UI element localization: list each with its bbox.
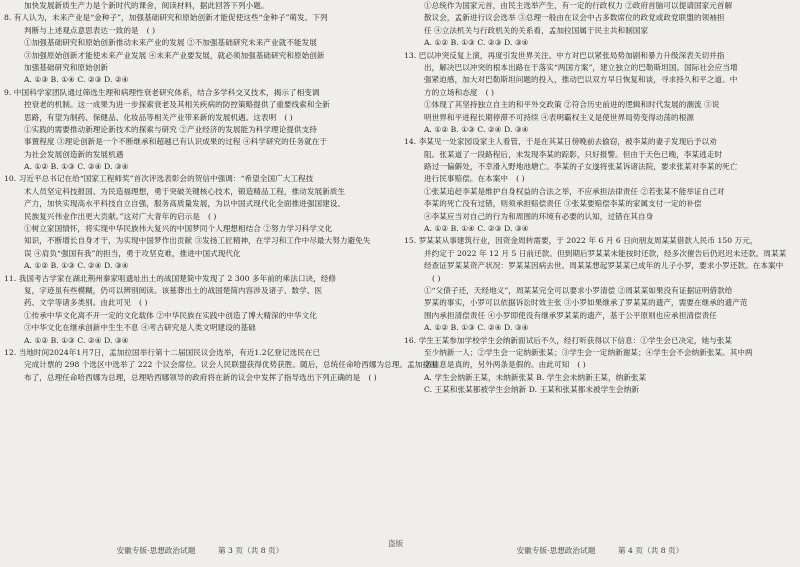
text-line	[4, 297, 396, 309]
text-line-content: 术人员坚定科技报国、为民造福理想，勇于突破关键核心技术，锻造精品工程，推动发展新质生	[24, 186, 346, 196]
text-line-content: 路过一偏僻处，不幸滑入野地池塘亡。李某的子女遂将张某诉诸法院，要求张某对李某的死亡	[424, 162, 738, 172]
text-line-content: A. 学生会纳新王某，未纳新张某 B. 学生会未纳新王某，纳新张某	[424, 372, 647, 382]
text-line-content: 完成计票的 298 个选区中选举了 222 个议会席位。议会人民联盟获得优势获胜。随后，总统任命哈西娜为总理。孟加拉国	[24, 360, 438, 370]
right-page-text	[404, 0, 796, 397]
answer-blank: ( )	[368, 372, 377, 382]
text-line-content: 阻。张某道了一段路程后，未发现李某的踪影，只好报警。但由于天色已晚，李某逃走时	[424, 149, 723, 159]
text-line	[404, 372, 796, 384]
text-line	[4, 211, 396, 223]
text-line-content: C. 王某和张某都被学生会纳新 D. 王某和张某都未被学生会纳新	[424, 385, 639, 395]
text-line-content: A. ①② B. ①③ C. ②④ D. ③④	[424, 323, 529, 333]
text-line	[404, 173, 796, 185]
text-line	[404, 186, 796, 198]
text-line	[4, 310, 396, 322]
text-line	[404, 99, 796, 111]
text-line	[4, 50, 396, 62]
text-line	[404, 235, 796, 247]
text-line	[404, 297, 796, 309]
text-line-content: A. ①② B. ①③ C. ②③ D. ③④	[424, 38, 529, 48]
text-line-content: 李某的死亡没有过错，则须承担赔偿责任 ③张某要赔偿李某的家属支付一定的补偿	[424, 199, 702, 209]
text-line-content: 判断与上述观点意思表达一致的是	[24, 25, 139, 35]
answer-blank: ( )	[485, 87, 495, 97]
text-line-content: 任 ④立法机关与行政机关的关系看，孟加拉国属于民主共和制国家	[424, 25, 649, 35]
text-line-content: A. ①② B. ①③ C. ②④ D. ③④	[24, 261, 129, 271]
text-line	[4, 186, 396, 198]
answer-blank: ( )	[284, 112, 293, 122]
text-line	[404, 25, 796, 37]
text-line-content: A. ①② B. ①③ C. ②④ D. ③④	[24, 335, 129, 345]
text-line-content: 15. 罗某某从事建筑行业，因资金周转需要，于 2022 年 6 月 6 日向朋友周某某借款人民币 150 万元，	[404, 236, 758, 246]
text-line	[4, 62, 396, 74]
left-footer-page-number: 第 3 页（共 8 页）	[217, 545, 284, 555]
text-line-content: 散议会，孟新进行议会选举 ③总理一般由在议会中占多数席位的政党或政党联盟的领袖担	[424, 13, 725, 23]
text-line	[404, 124, 796, 136]
text-line	[404, 50, 796, 62]
text-line-content: ①树立家国情怀，将实现中华民族伟大复兴的中国梦同个人理想相结合 ②努力学习科学文化	[24, 224, 333, 234]
text-line-content: A. ①② B. ①③ C. ②④ D. ③④	[24, 162, 129, 172]
text-line	[404, 136, 796, 148]
text-line-content: 强紧迫感，加大对巴勒斯坦问题的投入，推动巴以双方早日恢复和谈，寻求持久和平之道。中	[424, 75, 738, 85]
text-line-content: 并约定于 2022 年 12 月 5 日前还款。但到期后罗某某未能按时还款，经多次催告后仍迟迟未还款。周某某	[424, 248, 787, 258]
center-watermark: 盗版	[388, 539, 404, 548]
answer-blank: ( )	[139, 298, 148, 308]
text-line-content: 控衰老的机制。这一成果为进一步探索衰老及其相关疾病的防控策略提供了重要线索和全新	[24, 100, 330, 110]
text-line-content: 产力，加快实现高水平科技自立自强，服务高质量发展，为以中国式现代化全面推进强国建设、	[24, 199, 346, 209]
text-line	[404, 310, 796, 322]
text-line-content: 布了，总理任命哈西娜为总理，总理哈西娜领导的政府将在新的议会中发挥了指导选出下列正确的是	[24, 372, 361, 382]
text-line-content: 方的立场和态度	[424, 87, 478, 97]
text-line	[4, 273, 396, 285]
text-line	[4, 322, 396, 334]
right-page	[404, 0, 796, 567]
text-line	[4, 12, 396, 24]
text-line	[404, 260, 796, 272]
text-line-content: 加强基础研究和原始创新	[24, 62, 109, 72]
text-line	[404, 322, 796, 334]
text-line	[4, 173, 396, 185]
text-line	[4, 235, 396, 247]
text-line-content: 9. 中国科学家团队通过筛选生理和病理性衰老研究体系，结合多学科交叉技术，揭示了相变调	[4, 87, 320, 97]
text-line-content: 药、文学等诸多类别。由此可见	[24, 298, 132, 308]
text-line-content: ①张某追赶李某是维护自身权益的合法之举，不应承担法律责任 ②若张某不能举证自己对	[424, 186, 725, 196]
text-line	[404, 12, 796, 24]
text-line	[4, 335, 396, 347]
left-footer-title: 安徽专版·思想政治试题	[116, 545, 196, 555]
text-line	[4, 198, 396, 210]
text-line	[404, 112, 796, 124]
text-line-content: 加快发展新质生产力是个新时代的课舍，阅读材料，据此回答下列小题。	[24, 1, 269, 10]
text-line-content: 进行民事赔偿。在本案中	[424, 174, 509, 184]
text-line	[4, 25, 396, 37]
text-line-content: ③加强原始创新才能使未来产业发展 ④未来产业要发展，就必须加强基础研究和原始创新	[24, 50, 325, 60]
text-line-content: 16. 学生王某参加学校学生会纳新面试后不久，经打听获得以下信息：①学生会已决定，她与张某	[404, 335, 733, 345]
text-line-content: 至少纳新一人；②学生会一定纳新张某；③学生会一定纳新谢某；④学生会不会纳新张某。其中两	[424, 347, 753, 357]
text-line	[404, 0, 796, 12]
text-line-content: 误 ④肩负“强国有我”的担当，勇于攻坚克难，推进中国式现代化	[24, 248, 241, 258]
text-line	[4, 87, 396, 99]
text-line	[404, 273, 796, 285]
text-line-content: 明世界和平进程长期停滞不可持续 ④表明霸权主义是使世界局势变得动荡的根源	[424, 112, 694, 122]
text-line	[404, 335, 796, 347]
text-line-content: 复，字迹虽有些模糊，仍可以辨别阅读。该墓葬出土的战国楚简内容涉及诸子、数学、医	[24, 285, 323, 295]
text-line	[404, 285, 796, 297]
text-line-content: 12. 当地时间2024年1月7日，孟加拉国举行第十二届国民议会选举，有近1.2亿登记选民在已	[4, 347, 321, 357]
text-line-content: ③中华文化在继承创新中生生不息 ④考古研究是人类文明建设的基础	[24, 323, 256, 333]
text-line	[4, 37, 396, 49]
answer-blank: ( )	[432, 273, 441, 283]
text-line-content: 11. 我国考古学家在湖北荆州秦家咀遗址出土的战国楚简中发现了 2 300 多年前的乘法口诀，经修	[4, 273, 337, 283]
text-line	[4, 223, 396, 235]
text-line	[4, 359, 438, 371]
text-line-content: 罗某的事实，小罗可以依据诉讼时效主张 ③小罗如果继承了罗某某的遗产，需要在继承的遗产范	[424, 298, 748, 308]
text-line-content: 14. 李某见一处家园设家主人看管，于是在其某日傍晚前去偷窃，被李某的妻子发现后予以劝	[404, 137, 717, 147]
text-line	[404, 87, 796, 99]
answer-blank: ( )	[207, 211, 217, 221]
text-line	[4, 99, 396, 111]
text-line-content: 10. 习近平总书记在给“国家工程师奖”首次评选表彰会的贺信中强调：“希望全国广大工程技	[4, 174, 314, 184]
text-line-content: ①实践的需要推动新理论新技术的探索与研究 ②产业经济的发展能为科学理论提供支持	[24, 124, 317, 134]
left-page-footer	[4, 545, 396, 557]
text-line	[4, 136, 396, 148]
text-line	[404, 149, 796, 161]
text-line	[4, 161, 396, 173]
answer-blank: ( )	[577, 360, 586, 370]
text-line	[4, 285, 396, 297]
text-line	[404, 359, 796, 371]
text-line	[404, 62, 796, 74]
text-line-content: A. ①② B. ①④ C. ②③ D. ③④	[424, 224, 529, 234]
text-line	[4, 0, 396, 12]
text-line-content: ④李某应当对自己的行为和周围的环境有必要的认知，过错在其自身	[424, 211, 654, 221]
text-line	[4, 74, 396, 86]
text-line-content: 事置程度 ③理论创新是一个不断继承和超越已有认识成果的过程 ④科学研究的任务就在于	[24, 137, 328, 147]
text-line-content: 围内承担清偿责任 ④小罗即使没有继承罗某某的遗产，基于公平原则也应承担清偿责任	[424, 310, 717, 320]
text-line-content: 思路，有望为制药、保健品、化妆品等相关产业带来新的发展机遇。这表明	[24, 112, 277, 122]
right-footer-page-number: 第 4 页（共 8 页）	[617, 545, 684, 555]
text-line-content: 13. 巴以冲突反复上演，再度引发世界关注。中方对巴以紧张局势加剧和暴力升级深表关切并指	[404, 50, 725, 60]
answer-blank: ( )	[516, 174, 525, 184]
text-line-content: 经查证罗某某资产状况：罗某某因病去世。周某某想起罗某某已成年的儿子小罗，要求小罗还款。在本案中	[424, 261, 784, 271]
text-line	[4, 112, 396, 124]
text-line-content: 8. 有人认为，未来产业是“金种子”，加强基础研究和原始创新才能促使这些“金种子”萌发。下列	[4, 13, 328, 23]
text-line-content: ①体现了其坚持独立自主的和平外交政策 ②符合历史前进的逻辑和时代发展的潮流 ③说	[424, 100, 720, 110]
text-line	[4, 260, 396, 272]
text-line	[404, 223, 796, 235]
answer-blank: ( )	[146, 25, 156, 35]
text-line-content: 知识，不断增长自身才干，为实现中国梦作出贡献 ③发扬工匠精神，在学习和工作中尽最大努力避免失	[24, 236, 371, 246]
text-line	[404, 161, 796, 173]
text-line-content: 民族复兴伟业作出更大贡献。”这对广大青年的启示是	[24, 211, 200, 221]
text-line-content: A. ①③ B. ①④ C. ②③ D. ②④	[24, 75, 129, 85]
right-page-footer	[404, 545, 796, 557]
right-footer-title: 安徽专版·思想政治试题	[516, 545, 596, 555]
text-line	[4, 347, 396, 359]
text-line-content: ①“父债子还，天经地义”，周某某完全可以要求小罗清偿 ②周某某如果没有证据证明借款给	[424, 285, 733, 295]
text-line	[4, 248, 396, 260]
text-line	[404, 198, 796, 210]
text-line-content: ①加强基础研究和原始创新推动未来产业的发展 ②不加强基础研究未来产业就不能发展	[24, 38, 317, 48]
left-page-text	[4, 0, 438, 384]
text-line	[404, 347, 796, 359]
text-line	[404, 74, 796, 86]
text-line-content: 为社会发展创造新的发展机遇	[24, 149, 124, 159]
text-line	[404, 248, 796, 260]
text-line-content: ①总统作为国家元首，由民主选举产生，有一定的行政权力 ②政府首脑可以提请国家元首解	[424, 1, 733, 10]
text-line-content: 出，解决巴以冲突的根本出路在于落实“两国方案”，建立独立的巴勒斯坦国。国际社会应当增	[424, 62, 738, 72]
text-line	[404, 37, 796, 49]
left-page	[4, 0, 438, 567]
text-line-content: ①传承中华文化离不开一定的文化载体 ②中华民族在实践中创造了博大精深的中华文化	[24, 310, 317, 320]
text-line	[404, 384, 796, 396]
text-line-content: A. ①② B. ①③ C. ②④ D. ③④	[424, 124, 529, 134]
text-line	[4, 149, 396, 161]
text-line-content: 条信息是真的，另外两条是假的。由此可知	[424, 360, 570, 370]
text-line	[404, 211, 796, 223]
text-line	[4, 372, 396, 384]
text-line	[4, 124, 396, 136]
